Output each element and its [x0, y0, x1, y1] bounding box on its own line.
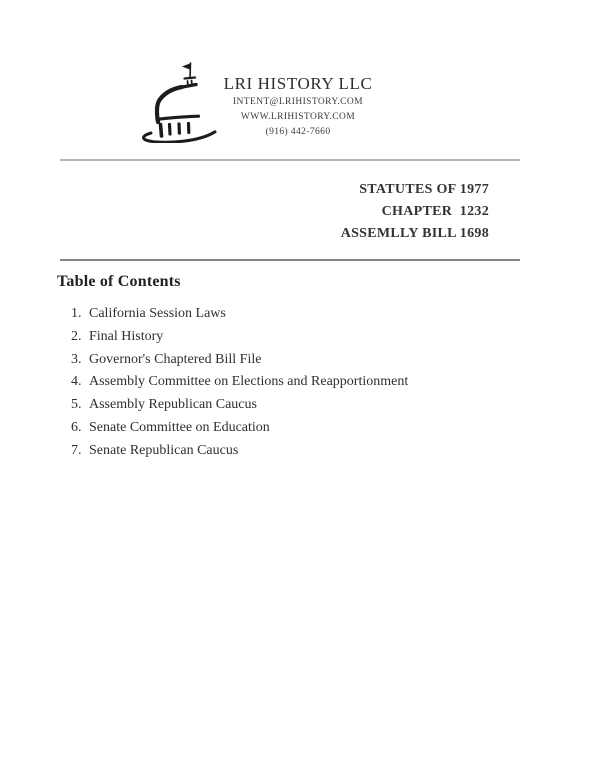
column-stroke [170, 125, 171, 135]
assembly-bill-line: ASSEMLLY BILL 1698 [340, 226, 489, 241]
company-website: WWW.LRIHISTORY.COM [240, 112, 356, 123]
horizontal-rule-top [60, 159, 520, 161]
statutes-line: STATUTES OF 1977 [359, 182, 489, 197]
toc-item-label: Governor's Chaptered Bill File [89, 351, 262, 367]
toc-item-number: 6. [71, 419, 82, 435]
toc-item-label: Final History [89, 328, 164, 344]
letterhead [172, 72, 424, 141]
toc-item-label: California Session Laws [89, 306, 226, 321]
company-email: INTENT@LRIHISTORY.COM [232, 97, 363, 107]
toc-item-number: 1. [71, 306, 82, 321]
toc-item [71, 394, 531, 417]
toc-list [71, 303, 531, 463]
column-stroke [161, 125, 162, 137]
toc-item-label: Assembly Republican Caucus [89, 397, 257, 413]
bill-reference-block [341, 179, 489, 245]
company-phone: (916) 442-7660 [265, 127, 331, 138]
toc-item-number: 3. [71, 351, 82, 367]
toc-item [71, 326, 531, 349]
chapter-line: CHAPTER 1232 [381, 204, 489, 219]
toc-heading: Table of Contents [57, 273, 181, 290]
toc-item [71, 349, 531, 372]
toc-item-number: 7. [71, 442, 82, 458]
toc-item [71, 440, 531, 463]
toc-item [71, 417, 531, 440]
toc-item-label: Senate Committee on Education [89, 419, 270, 435]
company-name: LRI HISTORY LLC [223, 74, 373, 93]
toc-item [71, 371, 531, 394]
toc-item-number: 5. [71, 397, 82, 413]
toc-item-number: 2. [71, 328, 82, 344]
horizontal-rule-bottom [60, 259, 520, 261]
toc-item [71, 303, 531, 326]
toc-item-label: Assembly Committee on Elections and Reapportionment [89, 374, 409, 390]
toc-item-label: Senate Republican Caucus [89, 442, 239, 458]
toc-item-number: 4. [71, 374, 82, 390]
